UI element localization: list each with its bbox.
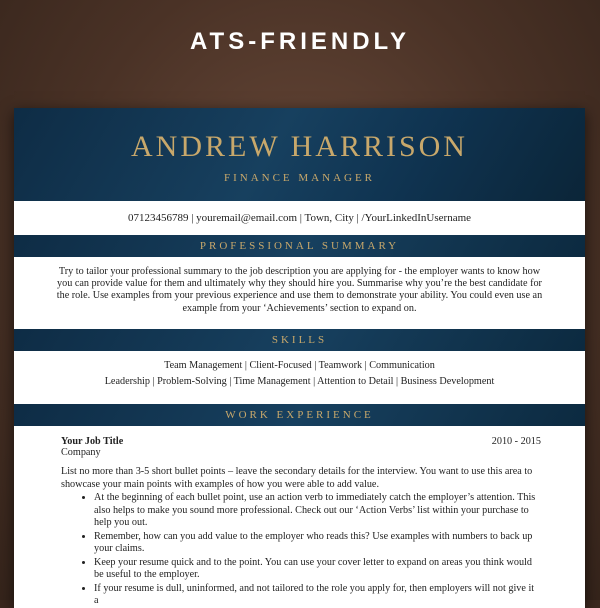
job-intro: List no more than 3-5 short bullet points – leave the secondary details for the interview. You want to use this area to showcase your main points with examples of how you were able to add value. — [61, 466, 533, 490]
job-company: Company — [61, 447, 101, 458]
skills-line: Team Management | Client-Focused | Teamwork | Communication — [164, 360, 435, 371]
job-dates: 2010 - 2015 — [491, 436, 541, 447]
skills-line: Leadership | Problem-Solving | Time Management | Attention to Detail | Business Development — [104, 376, 495, 387]
ats-friendly-banner: ATS-FRIENDLY — [189, 28, 410, 55]
summary-text: Try to tailor your professional summary to the job description you are applying for - the employer wants to know how you can provide value for them and ultimately why they should hire you. Summarise why you’re the best candidate for the role. Use examples from your previous experience and use them to demonstrate your ability. You could even use an example from your ‘Achievements’ section to expand on. — [56, 266, 543, 314]
list-item: • Remember, how can you add value to the employer who reads this? Use examples with numbers to back up your claims. — [94, 531, 541, 556]
summary-heading: PROFESSIONAL SUMMARY — [14, 235, 585, 257]
job-header — [61, 436, 541, 447]
work-heading: WORK EXPERIENCE — [14, 404, 585, 426]
candidate-name: ANDREW HARRISON — [131, 130, 468, 163]
skills-section — [14, 351, 585, 404]
work-section — [14, 426, 585, 608]
contact-line: 07123456789 | youremail@email.com | Town, City | /YourLinkedInUsername — [127, 212, 472, 224]
job-bullets — [61, 492, 541, 608]
skills-heading: SKILLS — [14, 329, 585, 351]
candidate-role: FINANCE MANAGER — [223, 172, 376, 184]
list-item: • Keep your resume quick and to the point. You can use your cover letter to expand on areas you think would be useful to the employer. — [94, 557, 541, 582]
list-item: • If your resume is dull, uninformed, and not tailored to the role you apply for, then employers will not give it a — [94, 583, 541, 608]
list-item: • At the beginning of each bullet point, use an action verb to immediately catch the employer’s attention. This also helps to make you sound more professional. Check out our ‘Action Verbs’ list within your purchase to help you out. — [94, 492, 541, 530]
resume-page — [14, 108, 585, 608]
job-title: Your Job Title — [61, 436, 124, 447]
resume-header — [14, 108, 585, 201]
